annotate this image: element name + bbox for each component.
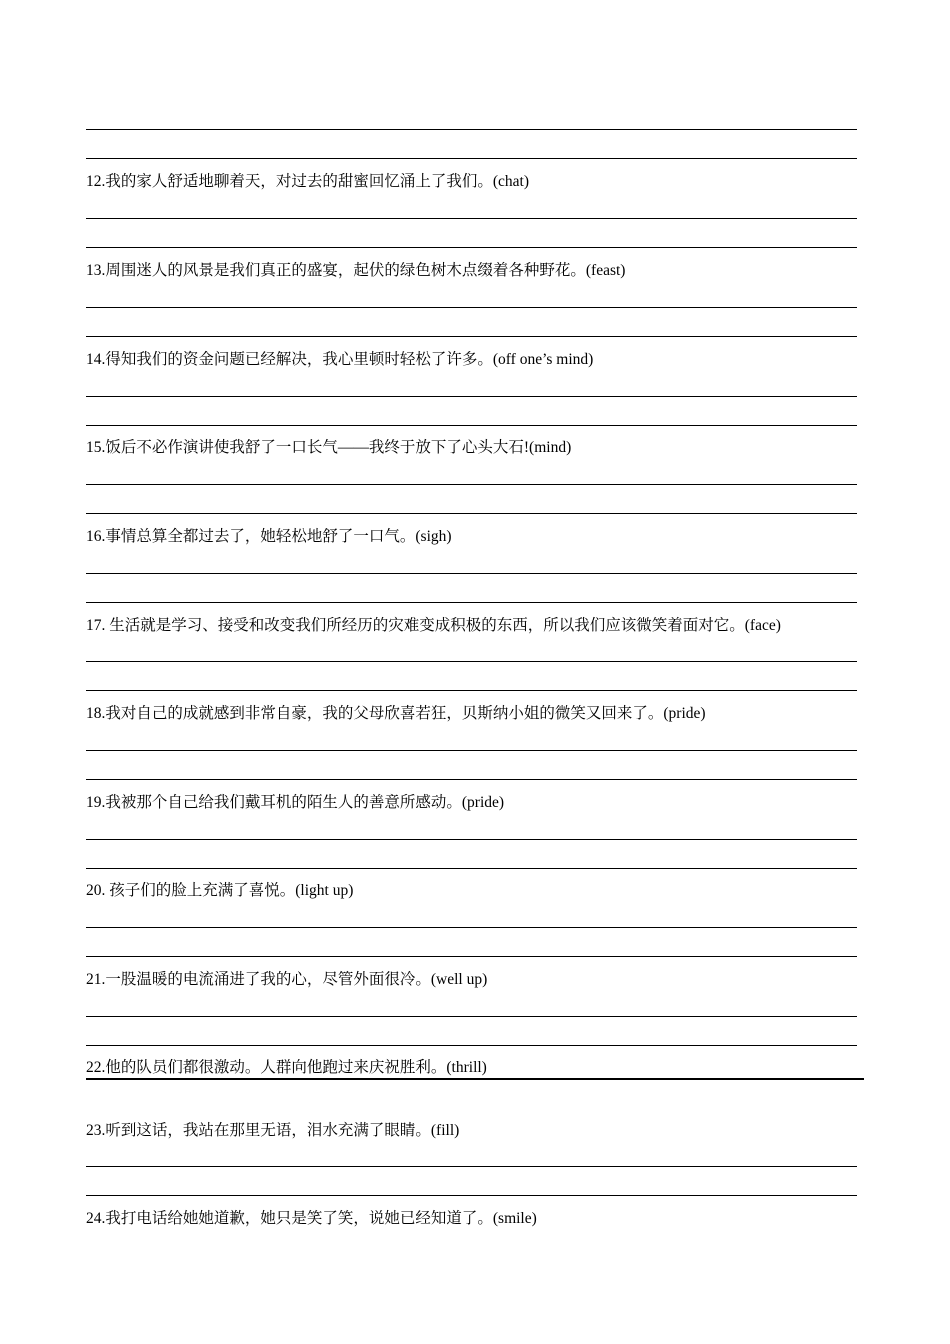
answer-line (86, 839, 857, 840)
answer-line (86, 573, 857, 574)
exercise-item-20: 20. 孩子们的脸上充满了喜悦。(light up) (86, 882, 354, 899)
answer-line (86, 956, 857, 957)
answer-line (86, 307, 857, 308)
answer-line (86, 661, 857, 662)
answer-line (86, 1016, 857, 1017)
exercise-item-15: 15.饭后不必作演讲使我舒了一口长气——我终于放下了心头大石!(mind) (86, 439, 572, 456)
answer-line (86, 396, 857, 397)
answer-line (86, 513, 857, 514)
answer-line (86, 158, 857, 159)
exercise-item-18: 18.我对自己的成就感到非常自豪，我的父母欣喜若狂，贝斯纳小姐的微笑又回来了。(pride) (86, 705, 706, 722)
answer-line (86, 868, 857, 869)
answer-line (86, 1195, 857, 1196)
exercise-item-21: 21.一股温暖的电流涌进了我的心，尽管外面很冷。(well up) (86, 971, 488, 988)
answer-line (86, 750, 857, 751)
answer-line (86, 1045, 857, 1046)
answer-line (86, 602, 857, 603)
answer-line (86, 1166, 857, 1167)
exercise-item-24: 24.我打电话给她她道歉，她只是笑了笑，说她已经知道了。(smile) (86, 1210, 537, 1227)
section-divider (86, 1078, 864, 1080)
exercise-item-19: 19.我被那个自己给我们戴耳机的陌生人的善意所感动。(pride) (86, 794, 505, 811)
answer-line (86, 336, 857, 337)
answer-line (86, 779, 857, 780)
exercise-item-17: 17. 生活就是学习、接受和改变我们所经历的灾难变成积极的东西，所以我们应该微笑着面对它。(face) (86, 617, 781, 634)
exercise-item-12: 12.我的家人舒适地聊着天，对过去的甜蜜回忆涌上了我们。(chat) (86, 173, 530, 190)
answer-line (86, 484, 857, 485)
exercise-item-23: 23.听到这话，我站在那里无语，泪水充满了眼睛。(fill) (86, 1122, 460, 1139)
exercise-item-16: 16.事情总算全都过去了，她轻松地舒了一口气。(sigh) (86, 528, 452, 545)
answer-line (86, 690, 857, 691)
exercise-item-13: 13.周围迷人的风景是我们真正的盛宴，起伏的绿色树木点缀着各种野花。(feast) (86, 262, 626, 279)
answer-line (86, 129, 857, 130)
answer-line (86, 425, 857, 426)
answer-line (86, 247, 857, 248)
exercise-item-14: 14.得知我们的资金问题已经解决，我心里顿时轻松了许多。(off one’s mind) (86, 351, 594, 368)
exercise-item-22: 22.他的队员们都很激动。人群向他跑过来庆祝胜利。(thrill) (86, 1059, 487, 1076)
answer-line (86, 927, 857, 928)
answer-line (86, 218, 857, 219)
